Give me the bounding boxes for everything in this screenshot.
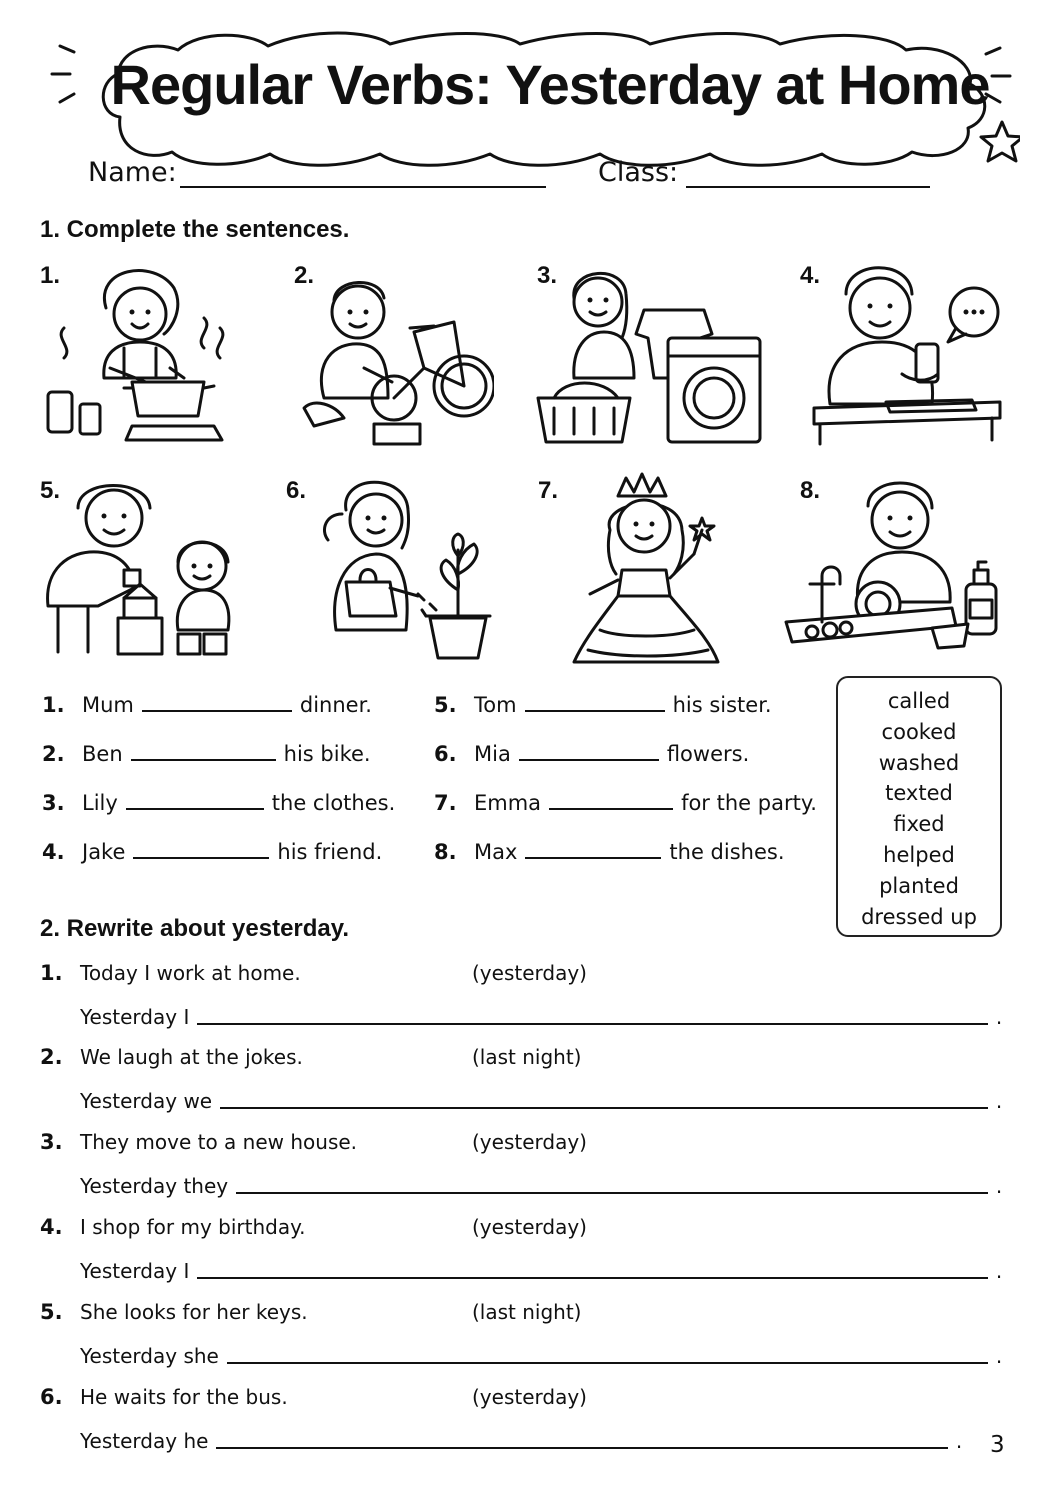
answer-blank-4[interactable] (133, 839, 269, 859)
answer-blank-3[interactable] (126, 790, 264, 810)
picture-number-8: 8. (800, 477, 821, 504)
sentence-3 (42, 790, 395, 815)
name-field[interactable] (180, 186, 546, 188)
rewrite-hint: (yesterday) (472, 1130, 587, 1154)
word-bank-item: planted (879, 873, 959, 898)
answer-blank-1[interactable] (142, 692, 292, 712)
sentence-subject: Tom (474, 693, 517, 717)
rewrite-hint: (last night) (472, 1300, 582, 1324)
rewrite-answer-line-5[interactable] (227, 1362, 988, 1364)
rewrite-item-5 (40, 1300, 1010, 1368)
sentence-rest: flowers. (666, 742, 750, 766)
word-bank-item: washed (878, 750, 960, 775)
boy-texting-icon (806, 254, 1016, 448)
sentence-rest: the clothes. (271, 791, 396, 815)
boy-washing-dishes-icon (782, 472, 1010, 658)
sentence-rest: his sister. (672, 693, 772, 717)
rewrite-item-6 (40, 1385, 970, 1453)
princess-dressed-up-icon (570, 470, 730, 668)
sentence-number: 2. (42, 742, 65, 766)
sentence-8 (434, 839, 785, 864)
sentence-6 (434, 741, 749, 766)
word-bank-item: fixed (893, 812, 945, 837)
picture-number-1: 1. (40, 262, 61, 289)
rewrite-period: . (995, 1005, 1003, 1029)
rewrite-item-3 (40, 1130, 1010, 1198)
rewrite-hint: (yesterday) (472, 1385, 587, 1409)
sentence-subject: Mia (474, 742, 511, 766)
sentence-rest: his bike. (283, 742, 371, 766)
rewrite-original: Today I work at home. (80, 961, 301, 985)
sentence-2 (42, 741, 371, 766)
rewrite-hint: (yesterday) (472, 961, 587, 985)
rewrite-period: . (995, 1259, 1003, 1283)
rewrite-item-4 (40, 1215, 1010, 1283)
rewrite-period: . (995, 1174, 1003, 1198)
sentence-number: 1. (42, 693, 65, 717)
sentence-subject: Max (474, 840, 518, 864)
word-bank-item: helped (883, 842, 955, 867)
cooking-mum-icon (44, 258, 234, 448)
rewrite-number: 1. (40, 961, 63, 985)
sentence-subject: Emma (474, 791, 542, 815)
sentence-1 (42, 692, 372, 717)
word-bank-item: cooked (881, 719, 957, 744)
rewrite-number: 6. (40, 1385, 63, 1409)
girl-washing-clothes-icon (534, 258, 764, 448)
rewrite-original: She looks for her keys. (80, 1300, 308, 1324)
boy-fixing-bike-icon (284, 258, 494, 448)
rewrite-item-2 (40, 1045, 1010, 1113)
sentence-rest: for the party. (681, 791, 817, 815)
answer-blank-2[interactable] (131, 741, 276, 761)
rewrite-item-1 (40, 961, 1010, 1029)
picture-number-2: 2. (294, 262, 315, 289)
rewrite-prompt: Yesterday they (80, 1174, 229, 1198)
picture-number-5: 5. (40, 477, 61, 504)
word-bank-item: dressed up (861, 904, 977, 929)
rewrite-period: . (995, 1089, 1003, 1113)
sentence-number: 5. (434, 693, 457, 717)
word-bank-item: texted (885, 781, 953, 806)
rewrite-hint: (yesterday) (472, 1215, 587, 1239)
rewrite-answer-line-3[interactable] (236, 1192, 988, 1194)
section2-heading: 2. Rewrite about yesterday. (40, 915, 349, 942)
answer-blank-5[interactable] (525, 692, 665, 712)
rewrite-number: 4. (40, 1215, 63, 1239)
rewrite-answer-line-6[interactable] (216, 1447, 948, 1449)
boy-helping-sister-icon (38, 478, 238, 662)
sentence-number: 6. (434, 742, 457, 766)
rewrite-prompt: Yesterday we (80, 1089, 213, 1113)
sentence-number: 4. (42, 840, 65, 864)
rewrite-period: . (995, 1344, 1003, 1368)
rewrite-hint: (last night) (472, 1045, 582, 1069)
rewrite-original: They move to a new house. (80, 1130, 358, 1154)
sentence-7 (434, 790, 817, 815)
picture-number-7: 7. (538, 477, 559, 504)
answer-blank-7[interactable] (549, 790, 673, 810)
word-bank-item: called (887, 689, 951, 713)
answer-blank-8[interactable] (525, 839, 661, 859)
word-bank (836, 676, 1002, 937)
sentence-subject: Lily (82, 791, 118, 815)
page-number: 3 (990, 1432, 1005, 1458)
sentence-number: 8. (434, 840, 457, 864)
rewrite-original: I shop for my birthday. (80, 1215, 306, 1239)
sentence-4 (42, 839, 382, 864)
section1-heading: 1. Complete the sentences. (40, 216, 350, 243)
picture-number-4: 4. (800, 262, 821, 289)
sentence-rest: the dishes. (669, 840, 785, 864)
rewrite-answer-line-1[interactable] (197, 1023, 988, 1025)
sentence-rest: his friend. (277, 840, 383, 864)
rewrite-original: He waits for the bus. (80, 1385, 288, 1409)
sentence-subject: Jake (82, 840, 126, 864)
rewrite-number: 2. (40, 1045, 63, 1069)
page-title: Regular Verbs: Yesterday at Home (110, 53, 990, 116)
girl-planting-flowers-icon (306, 470, 496, 662)
rewrite-number: 3. (40, 1130, 63, 1154)
rewrite-prompt: Yesterday she (80, 1344, 219, 1368)
sentence-5 (434, 692, 772, 717)
class-label: Class: (598, 157, 679, 188)
rewrite-number: 5. (40, 1300, 63, 1324)
rewrite-period: . (955, 1429, 963, 1453)
sentence-rest: dinner. (299, 693, 372, 717)
sentence-number: 7. (434, 791, 457, 815)
rewrite-original: We laugh at the jokes. (80, 1045, 303, 1069)
rewrite-prompt: Yesterday he (80, 1429, 209, 1453)
rewrite-answer-line-2[interactable] (220, 1107, 988, 1109)
rewrite-prompt: Yesterday I (80, 1259, 190, 1283)
name-label: Name: (88, 157, 177, 188)
class-field[interactable] (686, 186, 930, 188)
picture-number-6: 6. (286, 477, 307, 504)
answer-blank-6[interactable] (519, 741, 659, 761)
picture-number-3: 3. (537, 262, 558, 289)
rewrite-prompt: Yesterday I (80, 1005, 190, 1029)
rewrite-answer-line-4[interactable] (197, 1277, 988, 1279)
sentence-subject: Mum (82, 693, 134, 717)
sentence-number: 3. (42, 791, 65, 815)
sentence-subject: Ben (82, 742, 123, 766)
